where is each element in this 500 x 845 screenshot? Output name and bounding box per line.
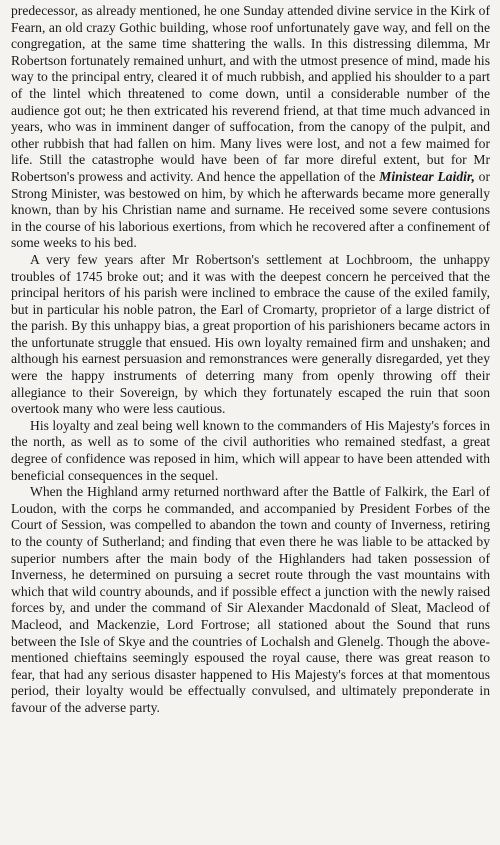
italic-term-ministear-laidir: Ministear Laidir, [379,168,475,184]
text-segment: When the Highland army returned northward after the Battle of Falkirk, the Earl of Loudon, with the corps he commanded, and accompanied by President Forbes of the Court of Session, was compelled to abandon the town and county of Inverness, retiring to the county of Sutherland; and finding that even there he was liable to be attacked by superior numbers after the main body of the Highlanders had taken possession of Inverness, he determined on pursuing a secret route through the vast mountains with which that wild country abounds, and if possible effect a junction with the newly raised forces by, and under the command of Sir Alexander Macdonald of Sleat, Macleod of Macleod, and Mackenzie, Lord Fortrose; all stationed about the Sound that runs between the Isle of Skye and the countries of Lochalsh and Glenelg. Though the above-mentioned chieftains seemingly espoused the royal cause, there was great reason to fear, that had any serious disaster happened to His Majesty's forces at that momentous period, their loyalty would be effectually convulsed, and ultimately preponderate in favour of the adverse party. [11,484,490,715]
paragraph-highland-army [11,484,490,716]
text-segment: predecessor, as already mentioned, he one Sunday attended divine service in the Kirk of Fearn, an old crazy Gothic building, whose roof unfortunately gave way, and fell on the congregation, at the same time shattering the walls. In this distressing dilemma, Mr Robertson fortunately remained unhurt, and with the utmost presence of mind, made his way to the principal entry, cleared it of much rubbish, and applied his shoulder to a part of the lintel which threatened to come down, until a considerable number of the audience got out; he then extricated his reverend friend, at that time much advanced in years, who was in imminent danger of suffocation, from the canopy of the pulpit, and other rubbish that had fallen on him. Many lives were lost, and not a few maimed for life. Still the catastrophe would have been of far more direful extent, but for Mr Robertson's prowess and activity. And hence the appellation of the [11,3,490,184]
text-segment: His loyalty and zeal being well known to the commanders of His Majesty's forces in the north, as well as to some of the civil authorities who remained stedfast, a great degree of confidence was reposed in him, which will appear to have been attended with beneficial consequences in the sequel. [11,417,490,483]
paragraph-fearn-kirk [11,3,490,252]
paragraph-loyalty-zeal [11,418,490,484]
paragraph-troubles-1745 [11,252,490,418]
text-segment: A very few years after Mr Robertson's settlement at Lochbroom, the unhappy troubles of 1745 broke out; and it was with the deepest concern he perceived that the principal heritors of his parish were inclined to embrace the cause of the exiled family, but in particular his noble patron, the Earl of Cromarty, proprietor of a large district of the parish. By this unhappy bias, a great proportion of his parishioners became actors in the unfortunate struggle that ensued. His own loyalty remained firm and unshaken; and although his earnest persuasion and remonstrances were generally disregarded, yet they were the happy instruments of deterring many from openly throwing off their allegiance to their Sovereign, by which they fortunately escaped the ruin that soon overtook many who were less cautious. [11,251,490,417]
text-segment: or Strong Minister, was bestowed on him, by which he afterwards became more generally known, than by his Christian name and surname. He received some severe contusions in the course of his laborious exertions, from which he recovered after a confinement of some weeks to his bed. [11,168,490,251]
